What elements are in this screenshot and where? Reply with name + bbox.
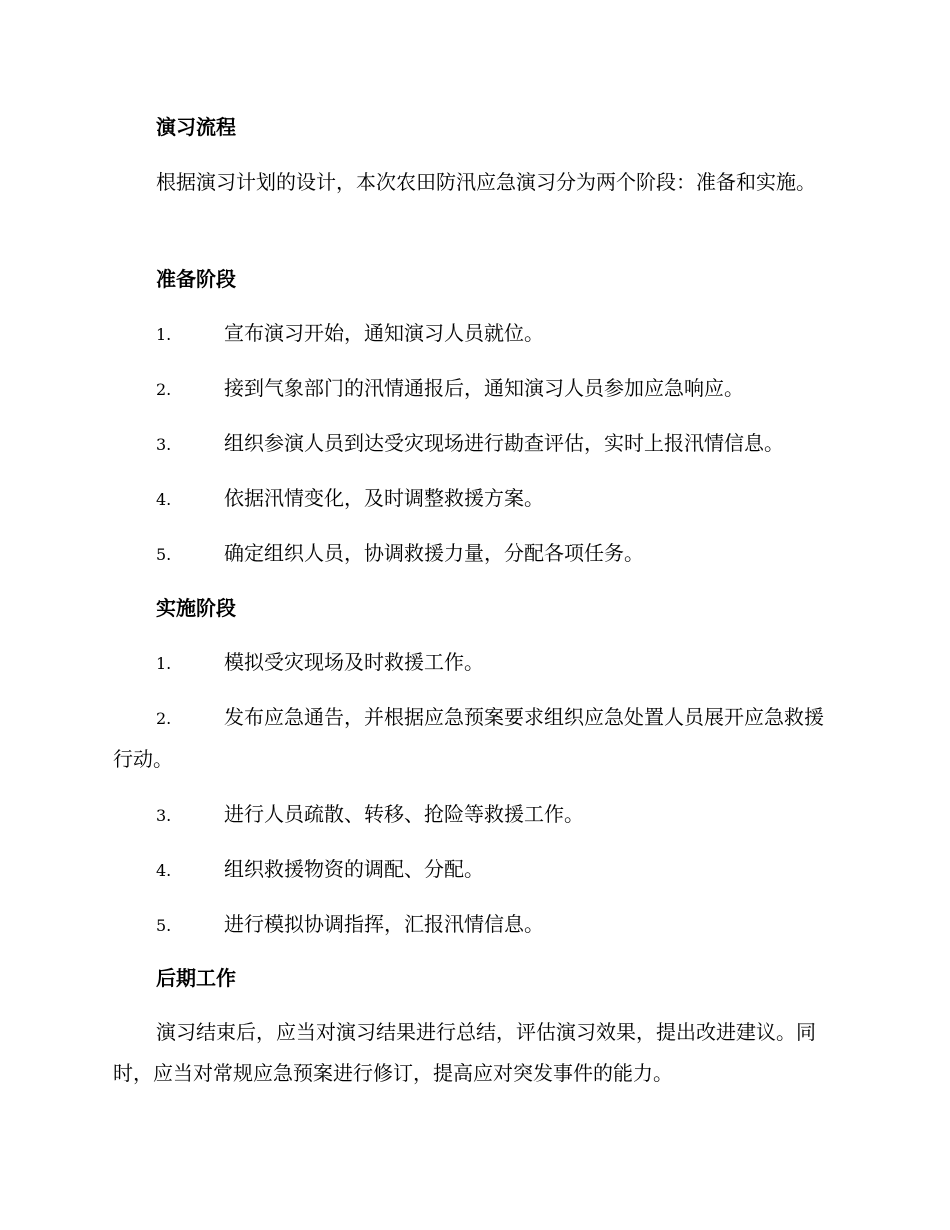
list-number: 4. xyxy=(156,861,172,880)
section-heading-preparation: 准备阶段 xyxy=(156,267,236,291)
list-number: 4. xyxy=(156,490,172,509)
list-number: 1. xyxy=(156,325,172,344)
list-text: 确定组织人员，协调救援力量，分配各项任务。 xyxy=(224,541,644,565)
list-item xyxy=(156,374,744,404)
section-heading-implementation: 实施阶段 xyxy=(156,596,236,620)
list-item xyxy=(156,429,784,459)
list-item xyxy=(156,319,544,349)
section-heading-followup: 后期工作 xyxy=(156,966,236,990)
list-text: 进行模拟协调指挥，汇报汛情信息。 xyxy=(224,912,544,936)
list-item xyxy=(156,539,644,569)
list-text: 组织参演人员到达受灾现场进行勘查评估，实时上报汛情信息。 xyxy=(224,431,784,455)
list-number: 1. xyxy=(156,654,172,673)
list-item xyxy=(156,648,484,678)
list-text: 宣布演习开始，通知演习人员就位。 xyxy=(224,321,544,345)
list-item xyxy=(156,484,544,514)
list-text: 发布应急通告，并根据应急预案要求组织应急处置人员展开应急救援行动。 xyxy=(113,705,824,771)
list-number: 3. xyxy=(156,806,172,825)
list-text: 组织救援物资的调配、分配。 xyxy=(224,857,484,881)
list-number: 2. xyxy=(156,380,172,399)
list-text: 依据汛情变化，及时调整救援方案。 xyxy=(224,486,544,510)
list-item xyxy=(156,800,584,830)
list-text: 接到气象部门的汛情通报后，通知演习人员参加应急响应。 xyxy=(224,376,744,400)
followup-paragraph: 演习结束后，应当对演习结果进行总结，评估演习效果，提出改进建议。同时，应当对常规应急预案进行修订，提高应对突发事件的能力。 xyxy=(113,1020,816,1085)
list-text: 进行人员疏散、转移、抢险等救援工作。 xyxy=(224,802,584,826)
list-number: 2. xyxy=(156,709,172,728)
list-item xyxy=(156,855,484,885)
process-intro-paragraph: 根据演习计划的设计，本次农田防汛应急演习分为两个阶段：准备和实施。 xyxy=(156,170,816,194)
list-number: 3. xyxy=(156,435,172,454)
list-text: 模拟受灾现场及时救援工作。 xyxy=(224,650,484,674)
list-item xyxy=(113,697,843,780)
section-heading-process: 演习流程 xyxy=(156,115,236,139)
list-item xyxy=(156,910,544,940)
list-number: 5. xyxy=(156,545,172,564)
list-number: 5. xyxy=(156,916,172,935)
